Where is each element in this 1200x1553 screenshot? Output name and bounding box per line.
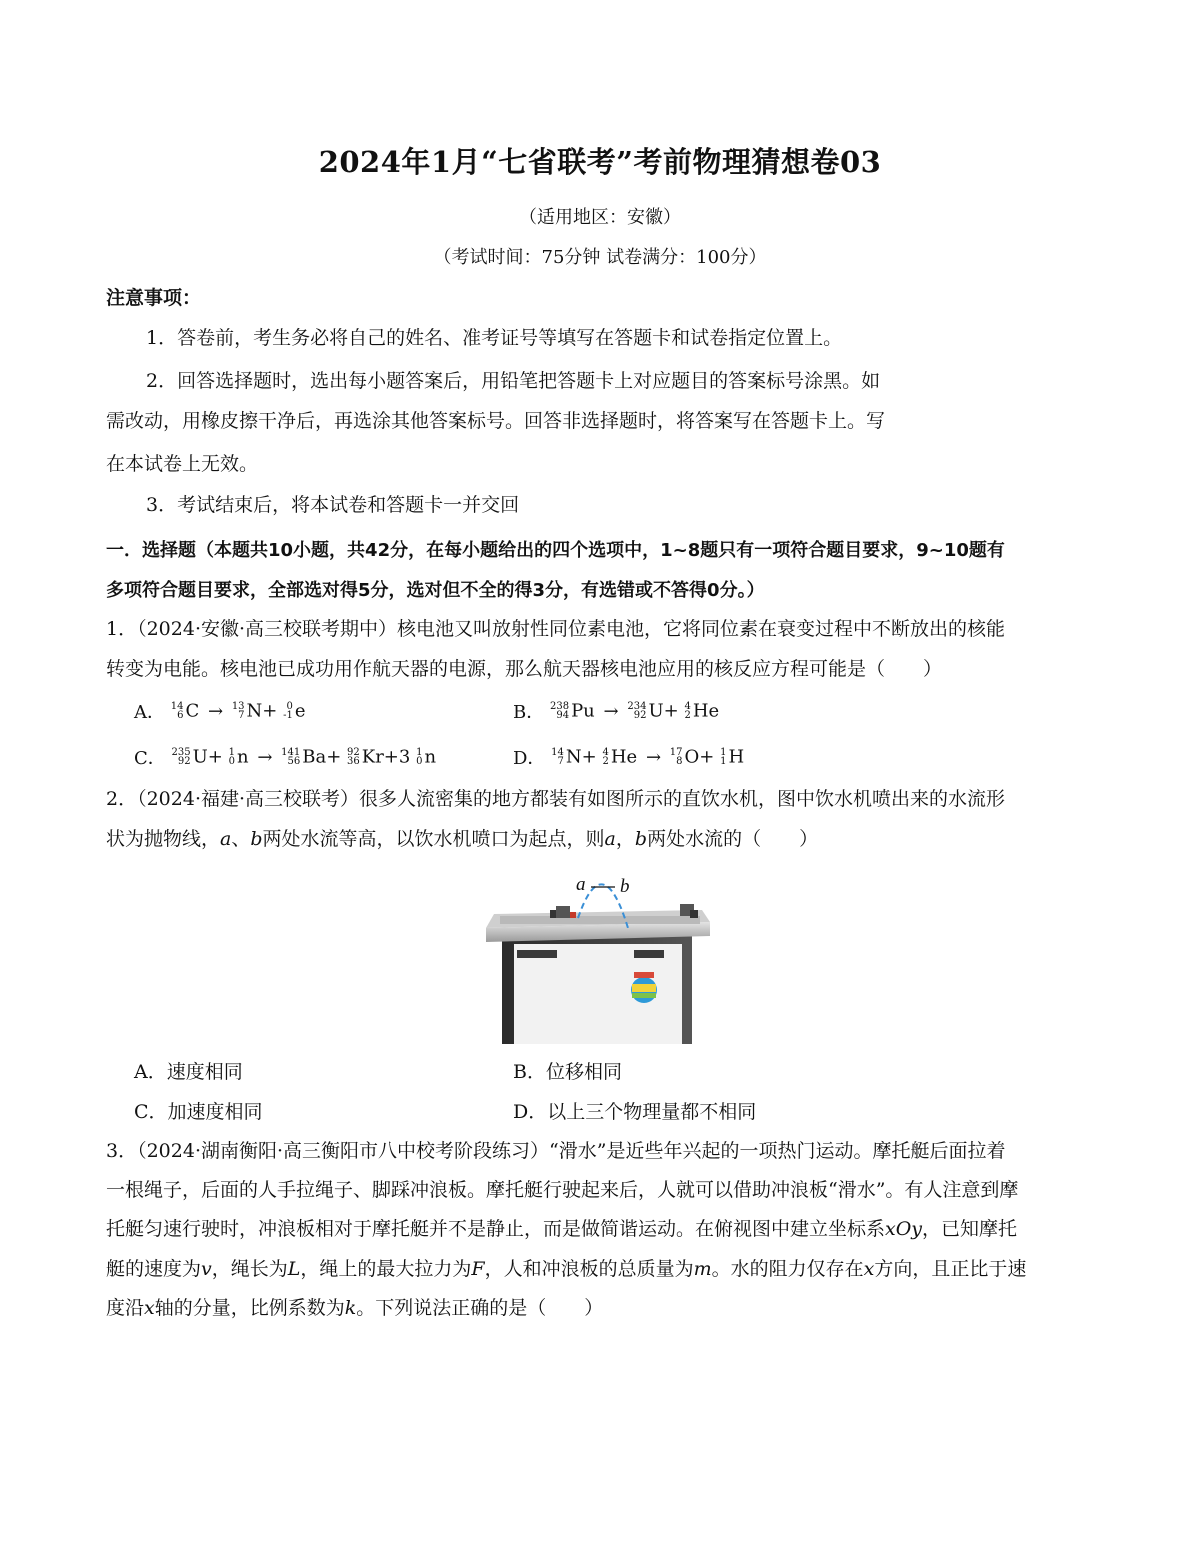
notice-heading: 注意事项： bbox=[106, 287, 202, 309]
q3-stem-line2: 一根绳子，后面的人手拉绳子、脚踩冲浪板。摩托艇行驶起来后，人就可以借助冲浪板“滑水”。有人注意到摩 bbox=[106, 1179, 1019, 1201]
q3-stem-line4: 艇的速度为v，绳长为L，绳上的最大拉力为F，人和冲浪板的总质量为m。水的阻力仅存在x方向，且正比于速 bbox=[106, 1258, 1027, 1280]
point-b-label: b bbox=[620, 876, 630, 897]
isotope-index: 1 1 bbox=[720, 747, 727, 767]
notice-item-2: 2．回答选择题时，选出每小题答案后，用铅笔把答题卡上对应题目的答案标号涂黑。如 bbox=[146, 370, 881, 392]
section-heading: 一．选择题（本题共10小题，共42分，在每小题给出的四个选项中，1~8题只有一项符合题目要求，9~10题有 bbox=[106, 540, 1005, 561]
nuclide-symbol: e bbox=[294, 700, 306, 722]
isotope-index: 14 7 bbox=[551, 747, 564, 767]
nuclide-symbol: C bbox=[185, 700, 200, 722]
nuclide-symbol: O+ bbox=[684, 746, 715, 768]
isotope-index: 17 8 bbox=[669, 747, 683, 767]
isotope-index: 1 0 bbox=[416, 747, 423, 767]
nuclide-symbol: He bbox=[692, 700, 720, 722]
q2-option-c[interactable]: C．加速度相同 bbox=[134, 1101, 263, 1123]
isotope-index: 235 92 bbox=[171, 747, 191, 767]
nuclide-symbol: n bbox=[236, 746, 249, 768]
region-note: （适用地区：安徽） bbox=[519, 207, 681, 228]
q2-stem-cont: 状为抛物线，a、b两处水流等高，以饮水机喷口为起点，则a，b两处水流的（ ） bbox=[106, 828, 819, 850]
isotope-index: 4 2 bbox=[602, 747, 609, 767]
q1-stem: 1．（2024·安徽·高三校联考期中）核电池又叫放射性同位素电池，它将同位素在衰变过程中不断放出的核能 bbox=[106, 618, 1006, 640]
q1-option-a[interactable] bbox=[134, 698, 306, 724]
q3-stem-line5: 度沿x轴的分量，比例系数为k。下列说法正确的是（ ） bbox=[106, 1297, 604, 1319]
nuclide-symbol: H bbox=[728, 746, 745, 768]
isotope-index: 4 2 bbox=[684, 701, 691, 721]
point-a-label: a bbox=[576, 874, 586, 895]
option-label: C． bbox=[134, 748, 166, 769]
isotope-index: 14 6 bbox=[170, 701, 184, 721]
arrow-icon: → bbox=[207, 700, 224, 722]
isotope-index: 141 56 bbox=[281, 747, 301, 767]
arrow-icon: → bbox=[645, 746, 662, 768]
q2-stem: 2．（2024·福建·高三校联考）很多人流密集的地方都装有如图所示的直饮水机，图中饮水机喷出来的水流形 bbox=[106, 788, 1006, 810]
notice-item-2-cont: 需改动，用橡皮擦干净后，再选涂其他答案标号。回答非选择题时，将答案写在答题卡上。写 bbox=[106, 410, 886, 432]
section-heading-cont: 多项符合题目要求，全部选对得5分，选对但不全的得3分，有选错或不答得0分。） bbox=[106, 580, 765, 601]
nuclide-symbol: Ba+ bbox=[302, 746, 342, 768]
nuclide-symbol: He bbox=[610, 746, 638, 768]
q1-option-b[interactable] bbox=[513, 698, 719, 724]
isotope-index: 238 94 bbox=[549, 701, 570, 721]
page-title: 2024年1月“七省联考”考前物理猜想卷03 bbox=[318, 145, 882, 179]
arrow-icon: → bbox=[603, 700, 619, 722]
q3-stem-line3: 托艇匀速行驶时，冲浪板相对于摩托艇并不是静止，而是做简谐运动。在俯视图中建立坐标系xOy，已知摩托 bbox=[106, 1218, 1018, 1240]
nuclide-symbol: Kr+3 bbox=[361, 746, 411, 768]
nuclide-symbol: n bbox=[424, 746, 437, 768]
isotope-index: 234 92 bbox=[627, 701, 647, 721]
option-label: B． bbox=[513, 702, 545, 723]
water-dispenser-illustration bbox=[484, 866, 714, 1044]
option-label: A． bbox=[134, 702, 165, 723]
exam-info: （考试时间：75分钟 试卷满分：100分） bbox=[433, 247, 767, 268]
nuclide-symbol: U+ bbox=[648, 700, 679, 722]
isotope-index: 1 0 bbox=[228, 747, 235, 767]
nuclide-symbol: U+ bbox=[192, 746, 223, 768]
nuclide-symbol: Pu bbox=[571, 700, 595, 722]
notice-item-2-end: 在本试卷上无效。 bbox=[106, 453, 259, 475]
nuclide-symbol: N+ bbox=[246, 700, 278, 722]
water-dispenser-figure bbox=[484, 866, 714, 1044]
q2-option-b[interactable]: B．位移相同 bbox=[513, 1061, 622, 1083]
arrow-icon: → bbox=[257, 746, 273, 768]
q2-option-a[interactable]: A．速度相同 bbox=[134, 1061, 243, 1083]
option-label: D． bbox=[513, 748, 546, 769]
notice-item-1: 1．答卷前，考生务必将自己的姓名、准考证号等填写在答题卡和试卷指定位置上。 bbox=[146, 327, 843, 349]
isotope-index: 92 36 bbox=[347, 747, 360, 767]
isotope-index: 0 -1 bbox=[283, 701, 293, 721]
nuclide-symbol: N+ bbox=[565, 746, 597, 768]
q1-option-d[interactable] bbox=[513, 744, 744, 770]
isotope-index: 13 7 bbox=[231, 701, 245, 721]
q2-option-d[interactable]: D．以上三个物理量都不相同 bbox=[513, 1101, 757, 1123]
notice-item-3: 3．考试结束后，将本试卷和答题卡一并交回 bbox=[146, 494, 520, 516]
q3-stem: 3．（2024·湖南衡阳·高三衡阳市八中校考阶段练习）“滑水”是近些年兴起的一项热门运动。摩托艇后面拉着 bbox=[106, 1140, 1006, 1162]
q1-option-c[interactable] bbox=[134, 744, 436, 770]
q1-stem-cont: 转变为电能。核电池已成功用作航天器的电源，那么航天器核电池应用的核反应方程可能是（ ） bbox=[106, 658, 943, 680]
